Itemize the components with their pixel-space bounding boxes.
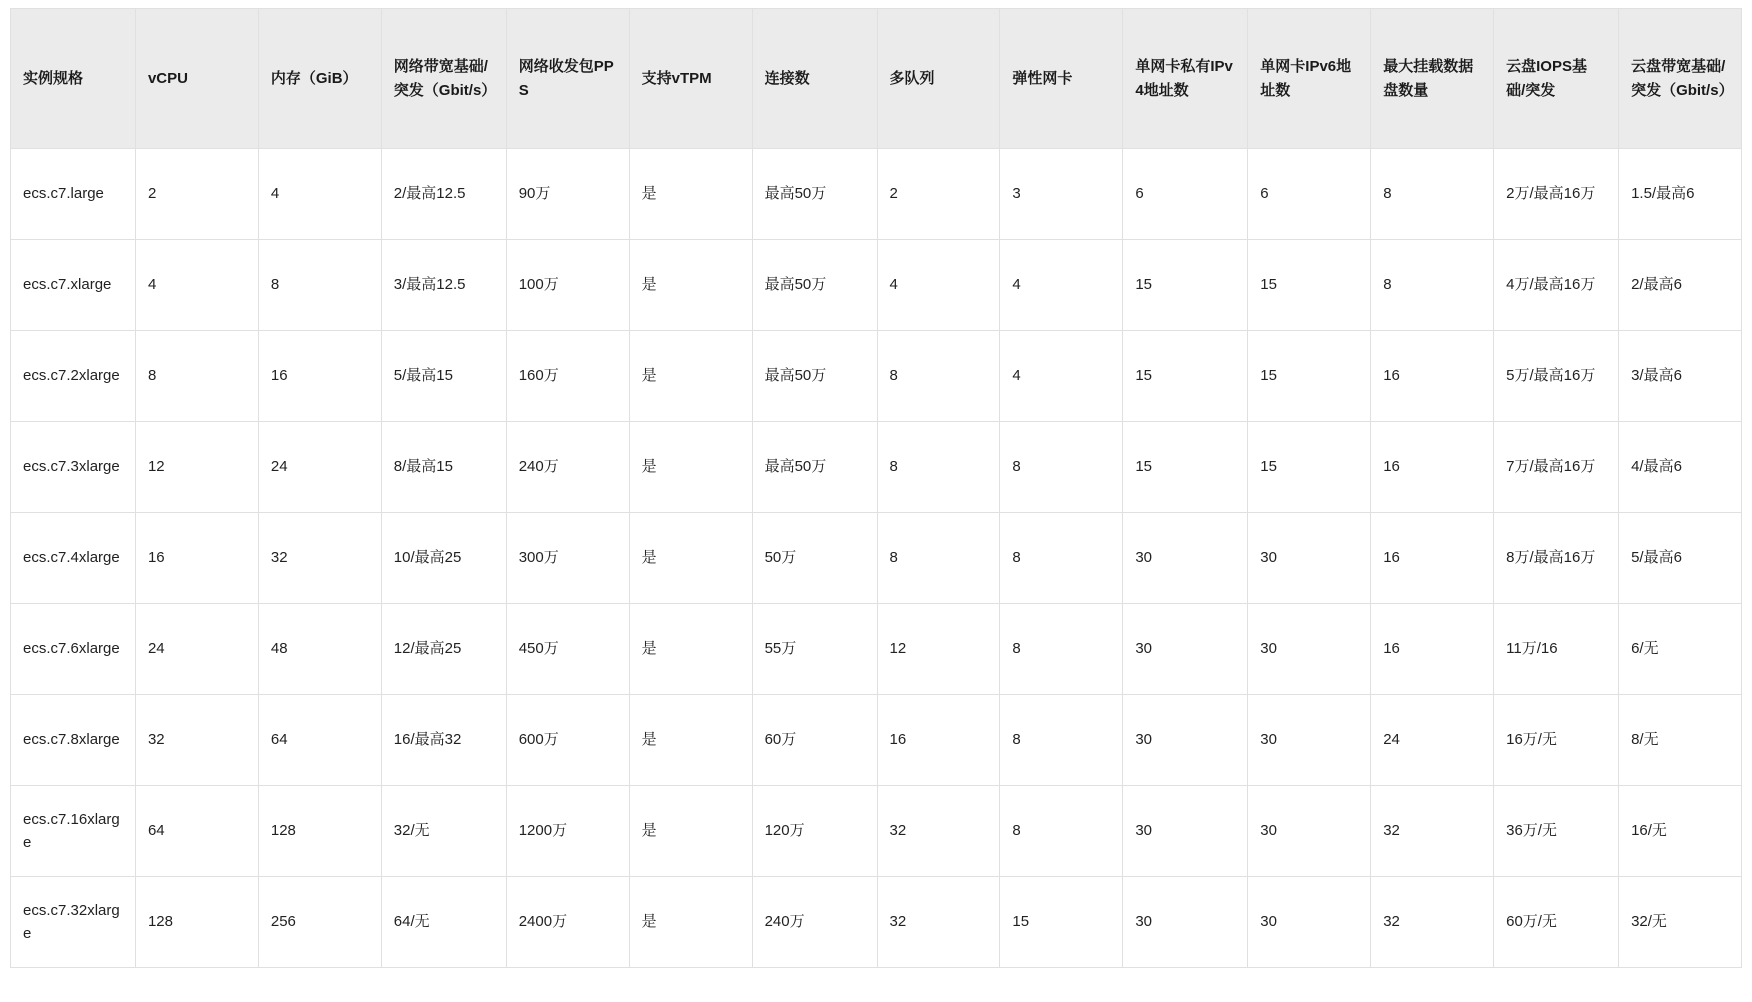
column-header-vtpm-support: 支持vTPM <box>629 9 752 149</box>
table-row <box>11 331 1742 422</box>
cell-vtpm-support: 是 <box>629 513 752 604</box>
cell-vcpu: 24 <box>135 604 258 695</box>
cell-elastic-nic: 4 <box>1000 240 1123 331</box>
cell-network-pps: 600万 <box>506 695 629 786</box>
cell-instance-type: ecs.c7.16xlarge <box>11 786 136 877</box>
cell-max-data-disks: 8 <box>1371 149 1494 240</box>
cell-vtpm-support: 是 <box>629 604 752 695</box>
cell-multi-queue: 16 <box>877 695 1000 786</box>
cell-elastic-nic: 15 <box>1000 877 1123 968</box>
column-header-vcpu: vCPU <box>135 9 258 149</box>
cell-connections: 最高50万 <box>752 240 877 331</box>
cell-ipv6-count: 15 <box>1248 240 1371 331</box>
table-row <box>11 240 1742 331</box>
cell-elastic-nic: 8 <box>1000 695 1123 786</box>
cell-memory: 256 <box>258 877 381 968</box>
column-header-ipv6-count: 单网卡IPv6地址数 <box>1248 9 1371 149</box>
cell-private-ipv4-count: 15 <box>1123 331 1248 422</box>
cell-ipv6-count: 30 <box>1248 513 1371 604</box>
cell-multi-queue: 32 <box>877 877 1000 968</box>
cell-network-pps: 1200万 <box>506 786 629 877</box>
cell-vcpu: 4 <box>135 240 258 331</box>
cell-disk-bandwidth: 16/无 <box>1619 786 1742 877</box>
cell-max-data-disks: 16 <box>1371 513 1494 604</box>
cell-network-bandwidth: 3/最高12.5 <box>381 240 506 331</box>
column-header-memory: 内存（GiB） <box>258 9 381 149</box>
column-header-instance-type: 实例规格 <box>11 9 136 149</box>
column-header-network-bandwidth: 网络带宽基础/突发（Gbit/s） <box>381 9 506 149</box>
cell-instance-type: ecs.c7.32xlarge <box>11 877 136 968</box>
cell-private-ipv4-count: 6 <box>1123 149 1248 240</box>
cell-vtpm-support: 是 <box>629 877 752 968</box>
cell-elastic-nic: 8 <box>1000 422 1123 513</box>
cell-disk-iops: 2万/最高16万 <box>1494 149 1619 240</box>
cell-network-bandwidth: 2/最高12.5 <box>381 149 506 240</box>
cell-memory: 16 <box>258 331 381 422</box>
cell-instance-type: ecs.c7.4xlarge <box>11 513 136 604</box>
cell-network-pps: 160万 <box>506 331 629 422</box>
cell-instance-type: ecs.c7.6xlarge <box>11 604 136 695</box>
cell-network-bandwidth: 8/最高15 <box>381 422 506 513</box>
cell-network-bandwidth: 10/最高25 <box>381 513 506 604</box>
cell-network-pps: 100万 <box>506 240 629 331</box>
cell-private-ipv4-count: 30 <box>1123 877 1248 968</box>
cell-connections: 最高50万 <box>752 331 877 422</box>
column-header-private-ipv4-count: 单网卡私有IPv4地址数 <box>1123 9 1248 149</box>
cell-vcpu: 8 <box>135 331 258 422</box>
cell-vcpu: 16 <box>135 513 258 604</box>
cell-network-pps: 300万 <box>506 513 629 604</box>
cell-private-ipv4-count: 30 <box>1123 786 1248 877</box>
column-header-multi-queue: 多队列 <box>877 9 1000 149</box>
cell-ipv6-count: 30 <box>1248 695 1371 786</box>
cell-max-data-disks: 16 <box>1371 422 1494 513</box>
cell-elastic-nic: 8 <box>1000 604 1123 695</box>
cell-connections: 120万 <box>752 786 877 877</box>
table-header <box>11 9 1742 149</box>
table-row <box>11 877 1742 968</box>
cell-disk-iops: 16万/无 <box>1494 695 1619 786</box>
column-header-elastic-nic: 弹性网卡 <box>1000 9 1123 149</box>
cell-multi-queue: 4 <box>877 240 1000 331</box>
cell-connections: 50万 <box>752 513 877 604</box>
cell-ipv6-count: 30 <box>1248 604 1371 695</box>
cell-network-bandwidth: 12/最高25 <box>381 604 506 695</box>
cell-instance-type: ecs.c7.8xlarge <box>11 695 136 786</box>
cell-memory: 8 <box>258 240 381 331</box>
cell-vtpm-support: 是 <box>629 422 752 513</box>
table-row <box>11 513 1742 604</box>
cell-vtpm-support: 是 <box>629 240 752 331</box>
cell-connections: 最高50万 <box>752 422 877 513</box>
cell-multi-queue: 12 <box>877 604 1000 695</box>
cell-network-bandwidth: 32/无 <box>381 786 506 877</box>
cell-vtpm-support: 是 <box>629 695 752 786</box>
cell-memory: 48 <box>258 604 381 695</box>
column-header-connections: 连接数 <box>752 9 877 149</box>
cell-disk-iops: 4万/最高16万 <box>1494 240 1619 331</box>
cell-ipv6-count: 6 <box>1248 149 1371 240</box>
cell-network-bandwidth: 64/无 <box>381 877 506 968</box>
cell-vtpm-support: 是 <box>629 331 752 422</box>
cell-private-ipv4-count: 15 <box>1123 240 1248 331</box>
cell-instance-type: ecs.c7.2xlarge <box>11 331 136 422</box>
cell-disk-iops: 5万/最高16万 <box>1494 331 1619 422</box>
cell-network-pps: 240万 <box>506 422 629 513</box>
cell-connections: 55万 <box>752 604 877 695</box>
cell-instance-type: ecs.c7.large <box>11 149 136 240</box>
cell-private-ipv4-count: 30 <box>1123 513 1248 604</box>
cell-ipv6-count: 15 <box>1248 422 1371 513</box>
cell-instance-type: ecs.c7.xlarge <box>11 240 136 331</box>
cell-private-ipv4-count: 30 <box>1123 695 1248 786</box>
cell-private-ipv4-count: 15 <box>1123 422 1248 513</box>
cell-multi-queue: 8 <box>877 513 1000 604</box>
cell-multi-queue: 2 <box>877 149 1000 240</box>
cell-memory: 64 <box>258 695 381 786</box>
cell-multi-queue: 8 <box>877 422 1000 513</box>
cell-disk-bandwidth: 8/无 <box>1619 695 1742 786</box>
cell-disk-bandwidth: 2/最高6 <box>1619 240 1742 331</box>
cell-memory: 32 <box>258 513 381 604</box>
column-header-disk-bandwidth: 云盘带宽基础/突发（Gbit/s） <box>1619 9 1742 149</box>
cell-memory: 4 <box>258 149 381 240</box>
cell-ipv6-count: 15 <box>1248 331 1371 422</box>
cell-memory: 24 <box>258 422 381 513</box>
cell-ipv6-count: 30 <box>1248 786 1371 877</box>
cell-disk-bandwidth: 6/无 <box>1619 604 1742 695</box>
cell-elastic-nic: 4 <box>1000 331 1123 422</box>
cell-ipv6-count: 30 <box>1248 877 1371 968</box>
table-row <box>11 604 1742 695</box>
cell-vcpu: 2 <box>135 149 258 240</box>
cell-max-data-disks: 16 <box>1371 604 1494 695</box>
cell-disk-bandwidth: 4/最高6 <box>1619 422 1742 513</box>
cell-disk-iops: 36万/无 <box>1494 786 1619 877</box>
cell-disk-iops: 11万/16 <box>1494 604 1619 695</box>
instance-spec-table <box>10 8 1742 968</box>
cell-max-data-disks: 32 <box>1371 786 1494 877</box>
cell-max-data-disks: 16 <box>1371 331 1494 422</box>
cell-disk-bandwidth: 3/最高6 <box>1619 331 1742 422</box>
cell-network-bandwidth: 16/最高32 <box>381 695 506 786</box>
cell-instance-type: ecs.c7.3xlarge <box>11 422 136 513</box>
cell-multi-queue: 32 <box>877 786 1000 877</box>
cell-network-pps: 450万 <box>506 604 629 695</box>
cell-network-bandwidth: 5/最高15 <box>381 331 506 422</box>
cell-max-data-disks: 32 <box>1371 877 1494 968</box>
table-header-row <box>11 9 1742 149</box>
cell-multi-queue: 8 <box>877 331 1000 422</box>
cell-disk-bandwidth: 32/无 <box>1619 877 1742 968</box>
cell-connections: 最高50万 <box>752 149 877 240</box>
table-row <box>11 422 1742 513</box>
table-row <box>11 695 1742 786</box>
cell-connections: 240万 <box>752 877 877 968</box>
table-row <box>11 786 1742 877</box>
cell-vtpm-support: 是 <box>629 786 752 877</box>
cell-elastic-nic: 3 <box>1000 149 1123 240</box>
cell-max-data-disks: 24 <box>1371 695 1494 786</box>
cell-disk-bandwidth: 1.5/最高6 <box>1619 149 1742 240</box>
cell-vcpu: 64 <box>135 786 258 877</box>
column-header-max-data-disks: 最大挂载数据盘数量 <box>1371 9 1494 149</box>
cell-vcpu: 12 <box>135 422 258 513</box>
cell-disk-iops: 60万/无 <box>1494 877 1619 968</box>
cell-disk-iops: 8万/最高16万 <box>1494 513 1619 604</box>
cell-network-pps: 90万 <box>506 149 629 240</box>
column-header-disk-iops: 云盘IOPS基础/突发 <box>1494 9 1619 149</box>
cell-network-pps: 2400万 <box>506 877 629 968</box>
cell-vcpu: 32 <box>135 695 258 786</box>
cell-vtpm-support: 是 <box>629 149 752 240</box>
cell-elastic-nic: 8 <box>1000 786 1123 877</box>
cell-disk-bandwidth: 5/最高6 <box>1619 513 1742 604</box>
cell-disk-iops: 7万/最高16万 <box>1494 422 1619 513</box>
cell-private-ipv4-count: 30 <box>1123 604 1248 695</box>
table-row <box>11 149 1742 240</box>
cell-max-data-disks: 8 <box>1371 240 1494 331</box>
cell-connections: 60万 <box>752 695 877 786</box>
cell-vcpu: 128 <box>135 877 258 968</box>
table-body <box>11 149 1742 968</box>
cell-memory: 128 <box>258 786 381 877</box>
column-header-network-pps: 网络收发包PPS <box>506 9 629 149</box>
cell-elastic-nic: 8 <box>1000 513 1123 604</box>
